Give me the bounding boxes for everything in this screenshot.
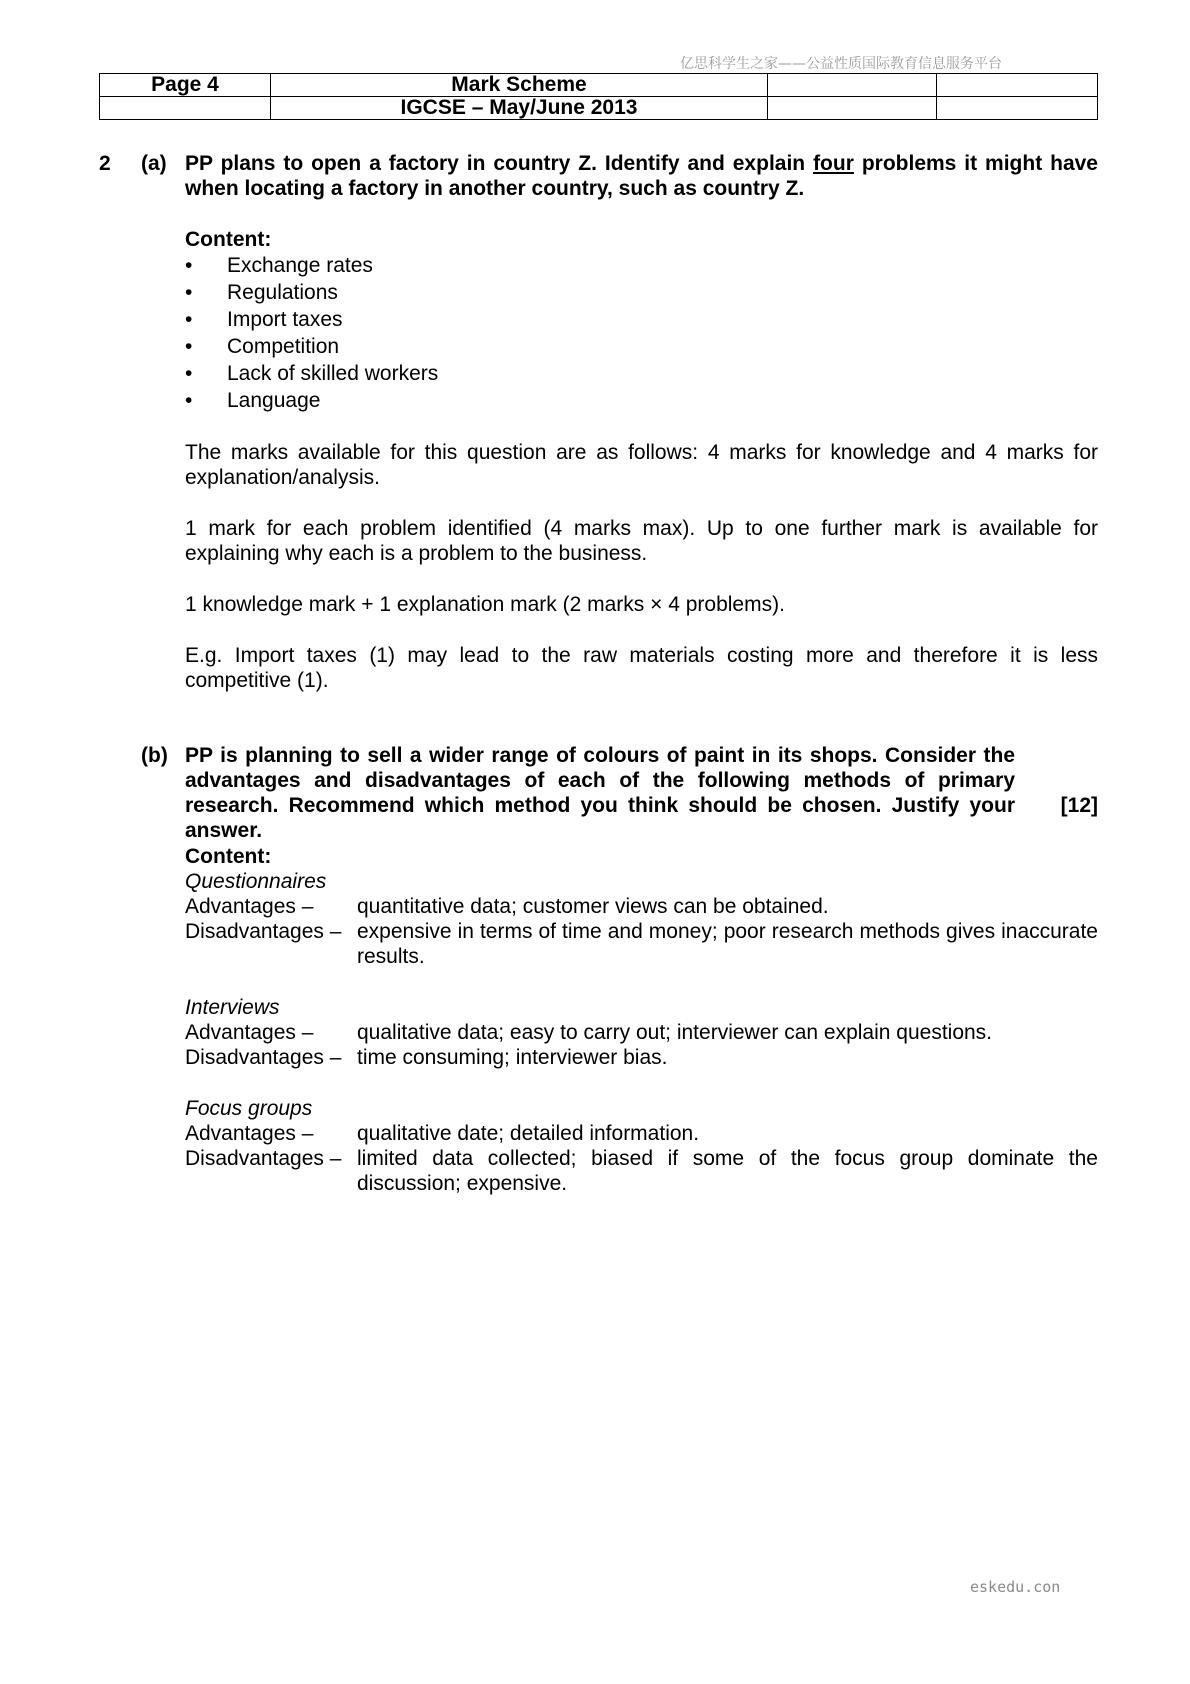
bullet-icon: • bbox=[185, 389, 193, 412]
header-empty-cell bbox=[100, 97, 271, 120]
part-b-prompt: PP is planning to sell a wider range of colours of paint in its shops. Consider the advantages and disadvantages of each of the following methods of primary research. Recommend which method you think should be chosen. Justify your answer. bbox=[185, 744, 1015, 842]
method-focus-groups bbox=[185, 1096, 1098, 1196]
list-item: • Exchange rates bbox=[185, 254, 373, 277]
part-a-content-heading: Content: bbox=[185, 228, 272, 251]
marks-available-paragraph: The marks available for this question are as follows: 4 marks for knowledge and 4 marks for explanation/analysis. bbox=[185, 441, 1098, 489]
disadvantages-row bbox=[185, 919, 1098, 969]
part-b-content-heading: Content: bbox=[185, 845, 272, 868]
list-item: • Language bbox=[185, 389, 321, 412]
list-item: • Competition bbox=[185, 335, 340, 358]
advantages-label: Advantages – bbox=[185, 1021, 314, 1044]
list-item: • Import taxes bbox=[185, 308, 343, 331]
disadvantages-text: time consuming; interviewer bias. bbox=[357, 1046, 668, 1069]
mark-formula-paragraph: 1 knowledge mark + 1 explanation mark (2 marks × 4 problems). bbox=[185, 593, 785, 616]
watermark-bottom: eskedu.con bbox=[970, 1578, 1061, 1596]
watermark-top: 亿思科学生之家——公益性质国际教育信息服务平台 bbox=[680, 56, 1002, 72]
disadvantages-label: Disadvantages – bbox=[185, 920, 342, 943]
method-name: Focus groups bbox=[185, 1097, 313, 1120]
disadvantages-label: Disadvantages – bbox=[185, 1046, 342, 1069]
disadvantages-text: limited data collected; biased if some of the focus group dominate the discussion; expensive. bbox=[357, 1147, 1098, 1195]
method-questionnaires bbox=[185, 869, 1098, 969]
emphasis-four: four bbox=[813, 152, 854, 175]
document-title: Mark Scheme bbox=[271, 74, 768, 97]
advantages-row bbox=[185, 1121, 1098, 1146]
part-a-prompt: PP plans to open a factory in country Z. Identify and explain four problems it might have when locating a factory in another country, such as country Z. bbox=[185, 152, 1098, 200]
disadvantages-row bbox=[185, 1146, 1098, 1196]
header-empty-cell bbox=[768, 74, 937, 97]
question-number: 2 bbox=[99, 152, 111, 175]
advantages-text: qualitative date; detailed information. bbox=[357, 1122, 700, 1145]
bullet-icon: • bbox=[185, 254, 193, 277]
disadvantages-text: expensive in terms of time and money; poor research methods gives inaccurate results. bbox=[357, 920, 1098, 968]
part-a-bullet-list bbox=[185, 252, 1098, 414]
part-b-marks: [12] bbox=[1060, 794, 1098, 817]
mark-allocation-paragraph: 1 mark for each problem identified (4 marks max). Up to one further mark is available for explaining why each is a problem to the business. bbox=[185, 517, 1098, 565]
bullet-icon: • bbox=[185, 362, 193, 385]
method-interviews bbox=[185, 995, 1098, 1070]
part-b-prompt-wrap bbox=[185, 743, 1098, 843]
advantages-label: Advantages – bbox=[185, 895, 314, 918]
advantages-text: qualitative data; easy to carry out; interviewer can explain questions. bbox=[357, 1021, 993, 1044]
list-item: • Lack of skilled workers bbox=[185, 362, 439, 385]
header-empty-cell bbox=[937, 74, 1098, 97]
advantages-text: quantitative data; customer views can be obtained. bbox=[357, 895, 829, 918]
bullet-icon: • bbox=[185, 335, 193, 358]
advantages-row bbox=[185, 1020, 1098, 1045]
advantages-label: Advantages – bbox=[185, 1122, 314, 1145]
method-name: Interviews bbox=[185, 996, 280, 1019]
part-a-label: (a) bbox=[141, 152, 167, 175]
header-empty-cell bbox=[937, 97, 1098, 120]
advantages-row bbox=[185, 894, 1098, 919]
bullet-icon: • bbox=[185, 308, 193, 331]
method-name: Questionnaires bbox=[185, 870, 327, 893]
header-table bbox=[99, 73, 1098, 120]
disadvantages-label: Disadvantages – bbox=[185, 1147, 342, 1170]
list-item: • Regulations bbox=[185, 281, 338, 304]
document-subtitle: IGCSE – May/June 2013 bbox=[271, 97, 768, 120]
bullet-icon: • bbox=[185, 281, 193, 304]
header-empty-cell bbox=[768, 97, 937, 120]
page-number: Page 4 bbox=[100, 74, 271, 97]
disadvantages-row bbox=[185, 1045, 1098, 1070]
example-paragraph: E.g. Import taxes (1) may lead to the raw materials costing more and therefore it is less competitive (1). bbox=[185, 644, 1098, 692]
part-b-label: (b) bbox=[141, 744, 168, 767]
